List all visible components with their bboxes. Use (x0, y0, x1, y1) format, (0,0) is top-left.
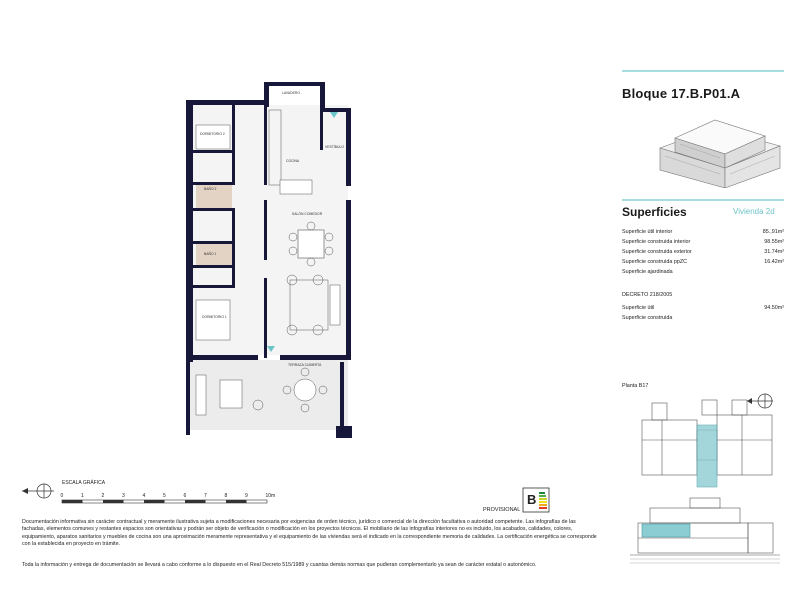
surface-row (622, 259, 784, 265)
room-label-bano-2: BAÑO 2 (204, 187, 217, 191)
scale-tick-label: 0 (60, 493, 64, 499)
scale-label: ESCALA GRÁFICA (62, 480, 106, 486)
surface-row (622, 269, 784, 275)
scale-tick-label: 8 (224, 493, 228, 499)
scale-segment (144, 500, 165, 503)
surface-row (622, 239, 784, 245)
superficies-accent-rule (622, 199, 784, 201)
room-label-cocina: COCINA (286, 159, 300, 163)
scale-segment (226, 500, 247, 503)
disclaimer-paragraph-1: Documentación informativa sin carácter contractual y meramente ilustrativa sujeta a modificaciones necesaria por exigencias de orden técnico, jurídico o comercial de la dirección facultativa o autoridad competente. Las infografías de las fachadas, elementos comunes y restantes espacios son orientativas y podrán ser objeto de verificación o modificación en los proyectos técnicos. El mobiliario de las infografías interiores no es incluido, los acabados, calidades, colores, equipamiento, aparatos sanitarios y muebles de cocina son una aproximación meramente representativa y el equipamiento de las viviendas será el indicado en la correspondiente memoria de calidades. La certificación energética se corresponde con la establecida en proyecto en trámite. (22, 519, 597, 548)
dwelling-type: Vivienda 2d (733, 207, 775, 216)
disclaimer-paragraph-2: Toda la información y entrega de documentación se llevará a cabo conforme a lo dispuesto en el Real Decreto 515/1989 y cuantas demás normas que pudieran complementarlo ya sean de carácter estatal o autonómico. (22, 562, 537, 568)
surface-label: Superficie construida ppZC (622, 259, 688, 265)
surface-value: 98.55m² (764, 239, 784, 245)
decreto-title: DECRETO 218/2005 (622, 292, 673, 298)
decreto-label: Superficie construida (622, 315, 673, 321)
superficies-title: Superficies (622, 205, 687, 219)
scale-tick-label: 6 (183, 493, 187, 499)
surface-value: 85.,91m² (762, 229, 784, 235)
surface-value: 16.42m² (764, 259, 784, 265)
scale-tick-label: 4 (142, 493, 146, 499)
scale-segment (62, 500, 83, 503)
scale-tick-label: 3 (122, 493, 125, 499)
room-label-lavadero: LAVADERO (282, 91, 300, 95)
key-plan (632, 395, 782, 495)
section-elevation (630, 493, 785, 568)
room-label-terraza: TERRAZA CUBIERTA (288, 363, 322, 367)
room-label-dormitorio-2: DORMITORIO 2 (200, 132, 225, 136)
scale-tick-label: 9 (245, 493, 248, 499)
block-title: Bloque 17.B.P01.A (622, 86, 741, 101)
top-accent-rule (622, 70, 784, 72)
room-label-bano-1: BAÑO 1 (204, 252, 217, 256)
floor-plan (180, 80, 360, 440)
surface-row (622, 229, 784, 235)
north-arrow-icon (20, 482, 56, 500)
surface-label: Superficie útil interior (622, 229, 673, 235)
room-label-salon: SALÓN COMEDOR (292, 212, 323, 216)
building-render (655, 108, 785, 188)
scale-tick-label: 7 (204, 493, 207, 499)
scale-segment (185, 500, 206, 503)
scale-tick-label: 1 (81, 493, 84, 499)
scale-tick-label: 2 (101, 493, 105, 499)
surface-label: Superficie construida interior (622, 239, 691, 245)
surface-value: 31.74m² (764, 249, 784, 255)
energy-certificate-badge (522, 487, 550, 513)
surface-label: Superficie ajardinada (622, 269, 673, 275)
room-label-dormitorio-1: DORMITORIO 1 (202, 315, 227, 319)
scale-segment (103, 500, 124, 503)
planta-label: Planta B17 (622, 383, 649, 389)
decreto-row (622, 305, 784, 311)
scale-bar (58, 488, 290, 508)
room-label-vestibulo: VESTÍBULO (325, 145, 345, 149)
decreto-label: Superficie útil (622, 305, 655, 311)
scale-tick-label: 10m (265, 493, 276, 499)
decreto-row (622, 315, 784, 321)
energy-rating: B (527, 492, 537, 507)
decreto-value: 94.50m² (764, 305, 784, 311)
provisional-label: PROVISIONAL (483, 507, 521, 513)
surface-label: Superficie construida exterior (622, 249, 692, 255)
surface-row (622, 249, 784, 255)
scale-tick-label: 5 (163, 493, 166, 499)
